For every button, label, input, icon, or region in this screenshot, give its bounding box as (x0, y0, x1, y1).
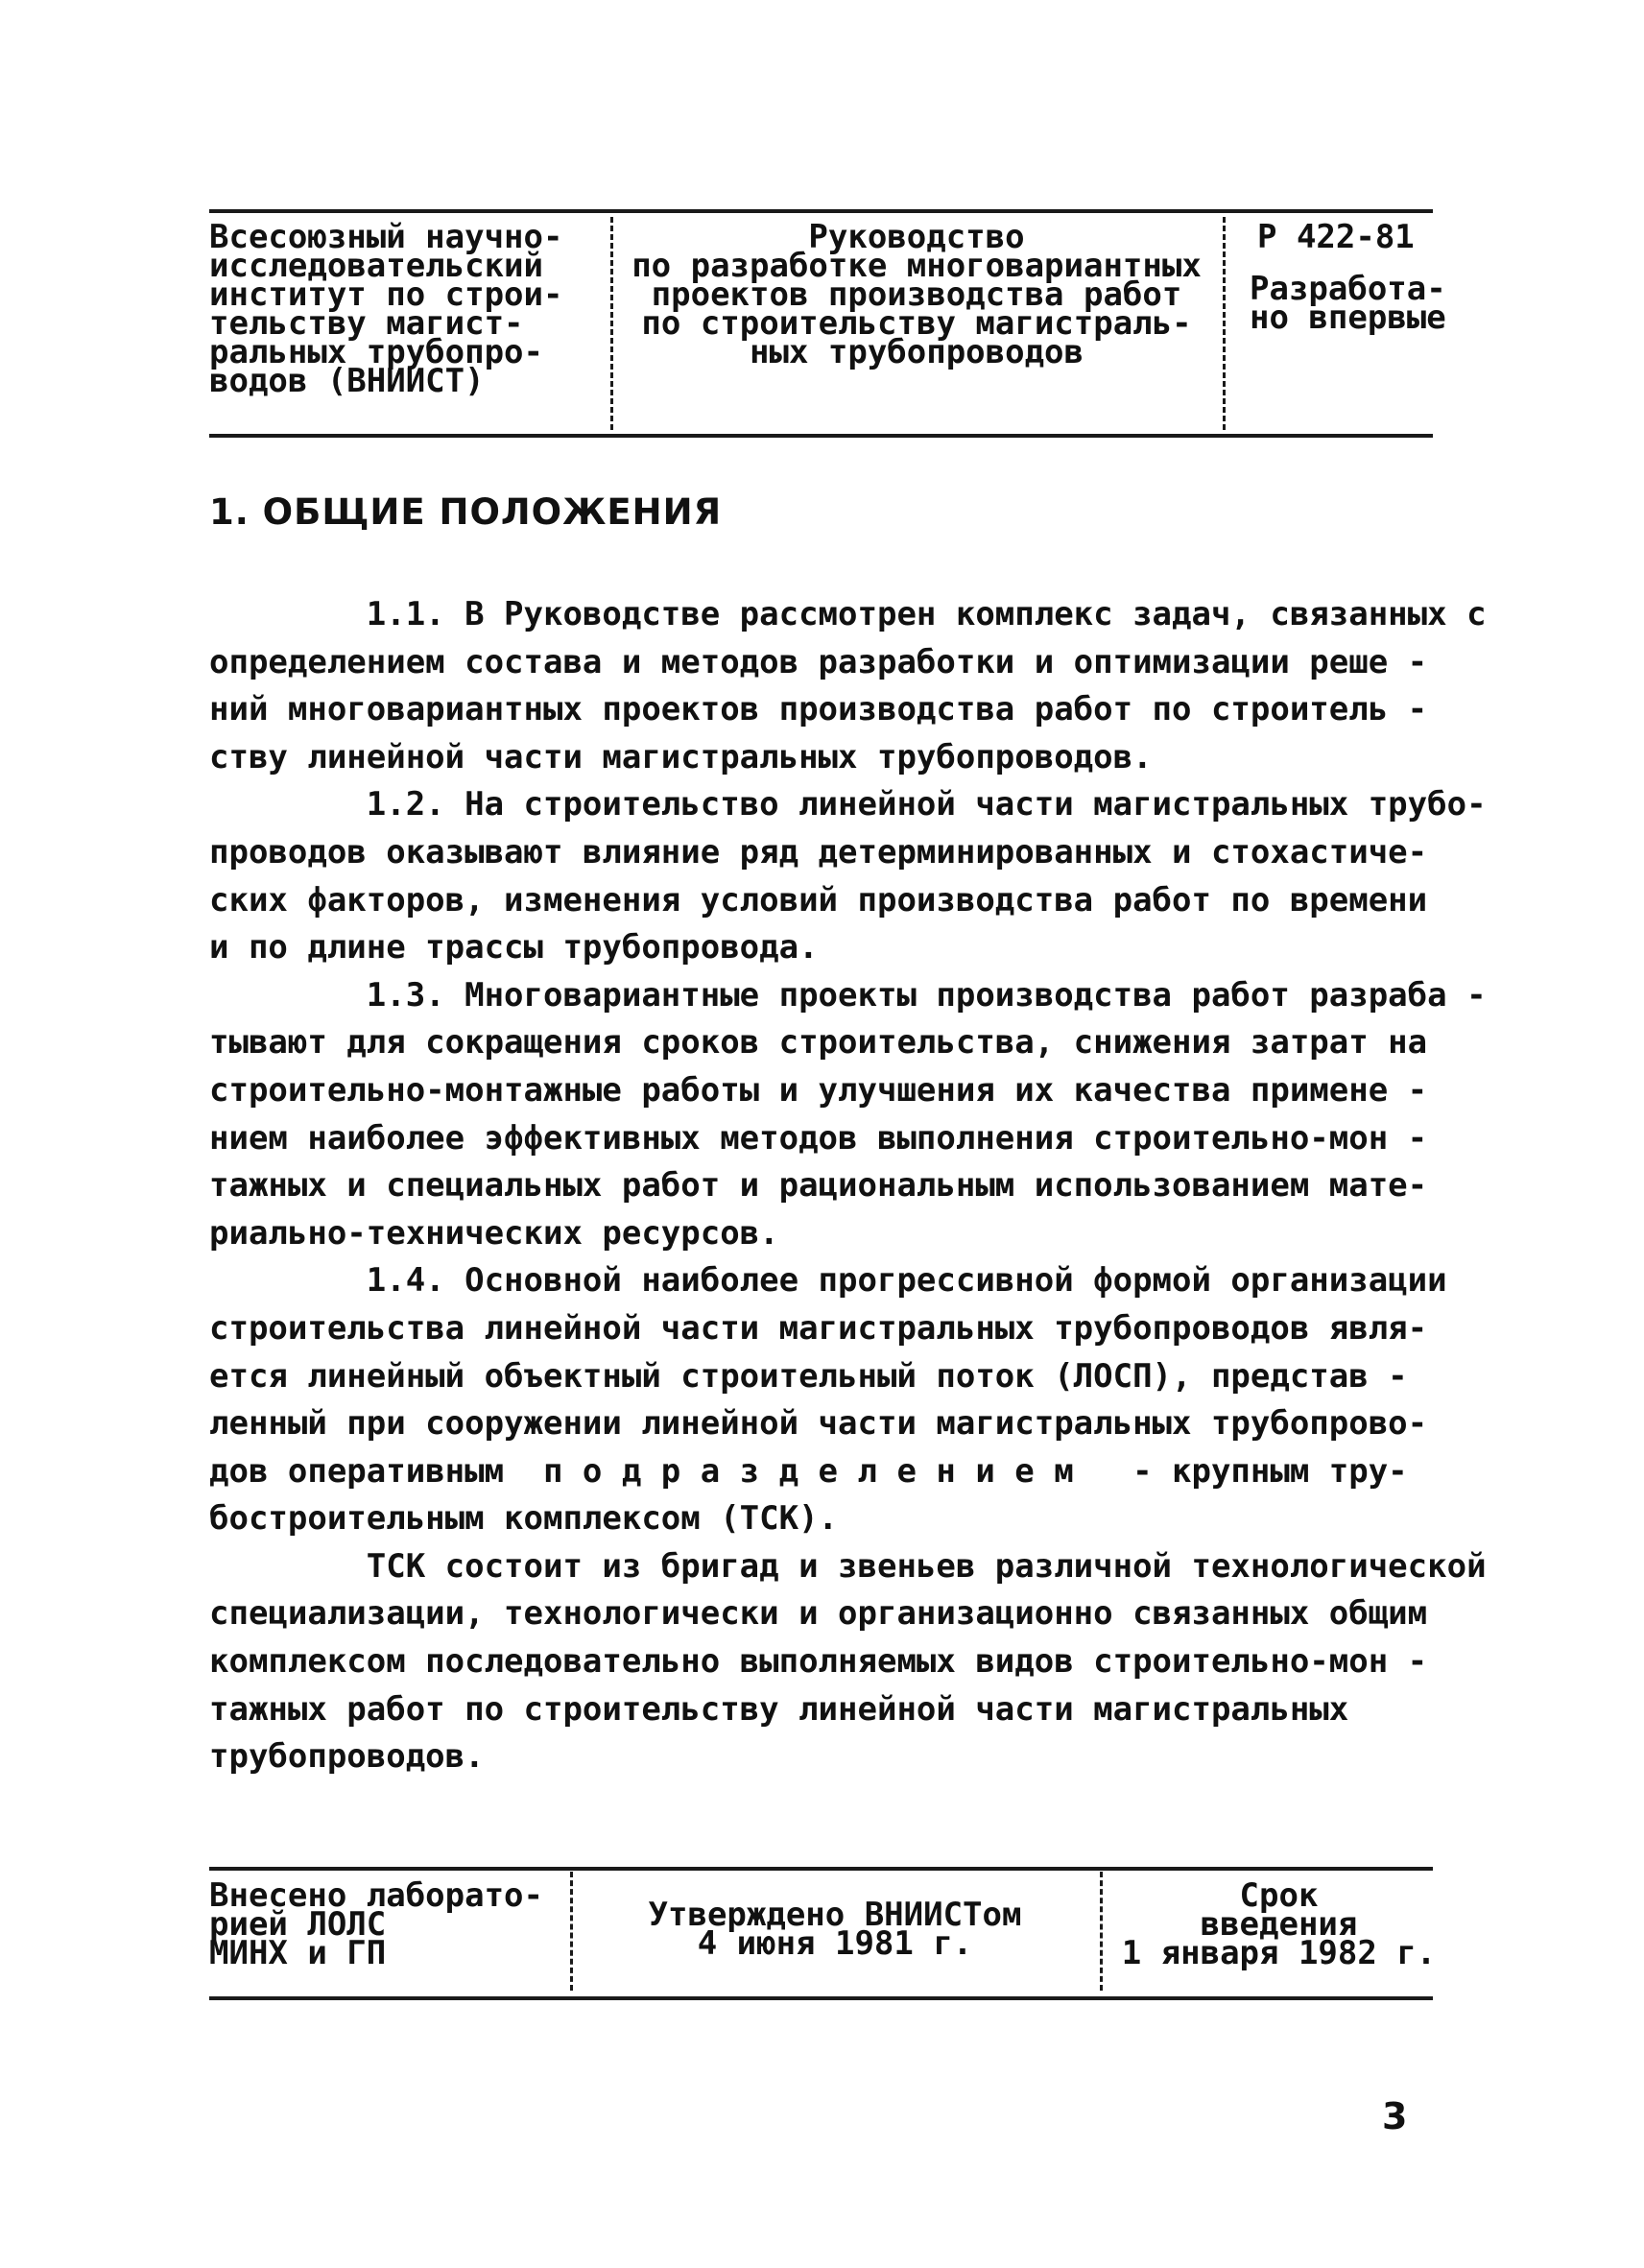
body-line: бостроительным комплексом (ТСК). (209, 1499, 839, 1539)
body-line: строительства линейной части магистральных трубопроводов явля- (209, 1308, 1428, 1348)
body-line: определением состава и методов разработки и оптимизации реше - (209, 642, 1428, 681)
body-line: проводов оказывают влияние ряд детерминированных и стохастиче- (209, 832, 1428, 871)
body-line: ских факторов, изменения условий производства работ по времени (209, 880, 1428, 919)
header-document-code: Р 422-81 (1257, 218, 1415, 256)
body-line: трубопроводов. (209, 1737, 485, 1777)
body-line: нием наиболее эффективных методов выполнения строительно-мон - (209, 1118, 1428, 1158)
body-line: риально-технических ресурсов. (209, 1213, 779, 1253)
body-line: дов оперативным п о д р а з д е л е н и е м - крупным тру- (209, 1451, 1408, 1491)
header-separator-1 (610, 217, 613, 430)
body-line: ству линейной части магистральных трубопроводов. (209, 737, 1153, 776)
footer-top-rule (209, 1867, 1433, 1871)
body-line: и по длине трассы трубопровода. (209, 928, 819, 967)
body-line: 1.1. В Руководстве рассмотрен комплекс задач, связанных с (209, 595, 1487, 633)
body-text (209, 591, 1487, 1781)
body-line: ленный при сооружении линейной части магистральных трубопрово- (209, 1404, 1428, 1444)
body-line: комплексом последовательно выполняемых видов строительно-мон - (209, 1642, 1428, 1682)
body-line: специализации, технологически и организационно связанных общим (209, 1594, 1428, 1634)
header-institute: Всесоюзный научно- исследовательский институт по строи- тельству магист- ральных трубопро- водов (ВНИИСТ) (209, 218, 563, 400)
section-title: 1. ОБЩИЕ ПОЛОЖЕНИЯ (209, 491, 723, 533)
header-bottom-rule (209, 434, 1433, 438)
body-line: тажных и специальных работ и рациональным использованием мате- (209, 1166, 1428, 1206)
header-top-rule (209, 209, 1433, 213)
body-line: строительно-монтажные работы и улучшения их качества примене - (209, 1070, 1428, 1110)
footer-approved: Утверждено ВНИИСТом 4 июня 1981 г. (648, 1896, 1022, 1963)
footer-effective-date: Срок введения 1 января 1982 г. (1121, 1876, 1437, 1972)
body-line: 1.4. Основной наиболее прогрессивной формой организации (209, 1261, 1447, 1301)
header-document-title: Руководство по разработке многовариантных проектов производства работ по строительству магистраль- ных трубопроводов (631, 218, 1202, 371)
body-line: ется линейный объектный строительный поток (ЛОСП), представ - (209, 1356, 1408, 1396)
body-line: ТСК состоит из бригад и звеньев различной технологической (209, 1546, 1487, 1586)
header-separator-2 (1223, 217, 1226, 430)
body-line: 1.3. Многовариантные проекты производства работ разраба - (209, 975, 1487, 1015)
page-number: 3 (1382, 2095, 1408, 2137)
footer-bottom-rule (209, 1996, 1433, 2000)
body-line: 1.2. На строительство линейной части магистральных трубо- (209, 785, 1487, 824)
body-line: тажных работ по строительству линейной части магистральных (209, 1689, 1349, 1729)
footer-introduced: Внесено лаборато- рией ЛОЛС МИНХ и ГП (209, 1876, 543, 1972)
footer-separator-2 (1100, 1872, 1103, 1991)
body-line: тывают для сокращения сроков строительства, снижения затрат на (209, 1023, 1428, 1062)
header-status: Разработа- но впервые (1250, 270, 1446, 337)
body-line: ний многовариантных проектов производства работ по строитель - (209, 690, 1428, 729)
footer-separator-1 (570, 1872, 573, 1991)
